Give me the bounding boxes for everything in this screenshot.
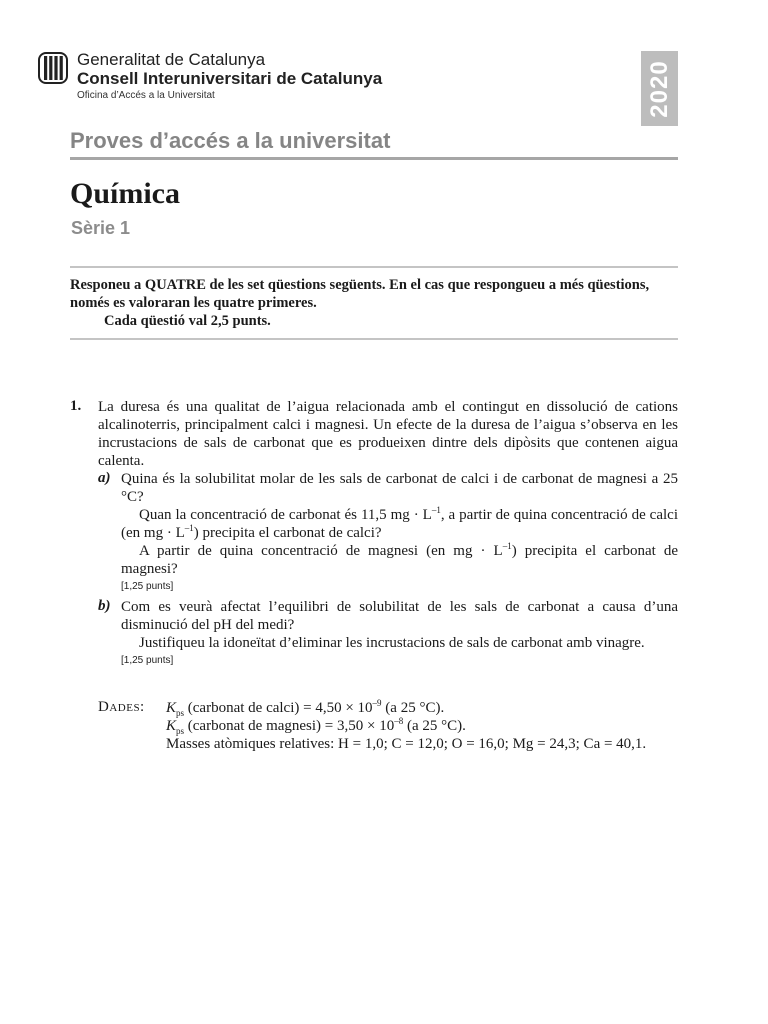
question-intro: La duresa és una qualitat de l’aigua relacionada amb el contingut en dissolució de cations alcalinoterris, principalment calci i magnesi. Un efecte de la duresa de l’aigua s’observa en les incrustacions de sals de carbonat que es produeixen dintre dels dipòsits que contenen aigua calenta. [98, 399, 678, 469]
council-name: Consell Interuniversitari de Catalunya [77, 69, 383, 88]
year-badge [641, 51, 678, 126]
part-a-paragraph: Quina és la solubilitat molar de les sals de carbonat de calci i de carbonat de magnesi a 25 °C? [121, 471, 678, 505]
series-label: Sèrie 1 [71, 218, 131, 238]
year-label: 2020 [645, 59, 673, 118]
data-atomic-masses: Masses atòmiques relatives: H = 1,0; C = 12,0; O = 16,0; Mg = 24,3; Ca = 40,1. [166, 736, 647, 752]
part-a-paragraph: A partir de quina concentració de magnesi (en mg · $L^{-1}$) precipita el carbonat de magnesi? [121, 541, 678, 577]
office-name: Oficina d’Accés a la Universitat [77, 90, 215, 101]
question-number: 1. [70, 398, 82, 414]
part-a-paragraph: Quan la concentració de carbonat és 11,5 mg · $L^{-1}$, a partir de quina concentració de calci (en mg · $L^{-1}$) precipita el carbonat de calci? [121, 505, 678, 541]
subject-title: Química [70, 177, 180, 210]
part-b-body [121, 598, 678, 670]
part-a-body [121, 470, 678, 596]
points-label: [1,25 punts] [121, 581, 174, 592]
header-divider [70, 157, 678, 160]
part-a-letter: a) [98, 470, 111, 486]
generalitat-logo-icon [38, 52, 68, 84]
instructions-line: Cada qüestió val 2,5 punts. [104, 313, 271, 329]
points-label: [1,25 punts] [121, 655, 174, 666]
data-ksp-calcium: $K_{ps}$ (carbonat de calci) = $4,50 \times 10^{-9}$ (a 25 °C). [166, 698, 445, 718]
data-label: Dades: [98, 699, 145, 715]
exam-title: Proves d’accés a la universitat [70, 128, 391, 153]
institution-name: Generalitat de Catalunya [77, 50, 266, 69]
instructions-block [70, 276, 678, 330]
part-b-paragraph: Com es veurà afectat l’equilibri de solubilitat de les sals de carbonat a causa d’una disminució del pH del medi? [121, 599, 678, 633]
data-ksp-magnesium: $K_{ps}$ (carbonat de magnesi) = $3,50 \times 10^{-8}$ (a 25 °C). [166, 716, 466, 736]
instructions-bottom-divider [70, 338, 678, 340]
instructions-line: Responeu a QUATRE de les set qüestions següents. En el cas que respongueu a més qüestions, [70, 277, 650, 293]
part-b-paragraph: Justifiqueu la idoneïtat d’eliminar les incrustacions de sals de carbonat amb vinagre. [139, 635, 645, 651]
instructions-top-divider [70, 266, 678, 268]
part-b-letter: b) [98, 598, 111, 614]
instructions-line: només es valoraran les quatre primeres. [70, 295, 317, 311]
